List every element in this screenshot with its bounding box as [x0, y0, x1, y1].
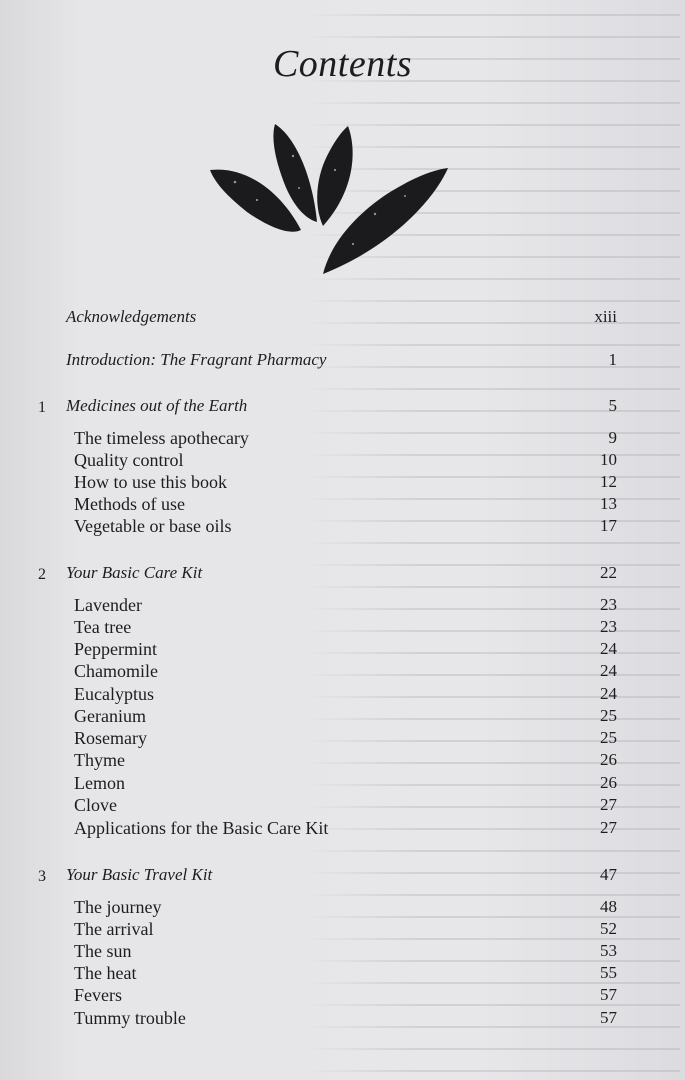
chapter-number: 3 — [38, 868, 46, 885]
toc-entry[interactable] — [0, 941, 685, 965]
toc-page: 25 — [600, 728, 617, 747]
toc-label: Tea tree — [74, 617, 132, 637]
toc-entry[interactable] — [0, 773, 685, 797]
toc-page: 55 — [600, 963, 617, 982]
toc-page: 10 — [600, 450, 617, 469]
toc-label: Rosemary — [74, 728, 147, 748]
toc-page: 12 — [600, 472, 617, 491]
toc-entry[interactable] — [0, 1008, 685, 1032]
toc-entry-introduction[interactable] — [0, 350, 685, 374]
toc-page: 5 — [608, 396, 617, 415]
toc-label: Lavender — [74, 595, 142, 615]
toc-entry[interactable] — [0, 897, 685, 921]
toc-label: The heat — [74, 963, 137, 983]
toc-label: How to use this book — [74, 472, 227, 492]
toc-label: Medicines out of the Earth — [66, 396, 248, 415]
leaf-ornament-icon — [205, 118, 455, 278]
toc-chapter-3[interactable] — [0, 865, 685, 889]
toc-label: Methods of use — [74, 494, 185, 514]
chapter-number: 2 — [38, 566, 46, 583]
toc-label: Acknowledgements — [66, 307, 197, 326]
toc-page: 1 — [608, 350, 617, 369]
toc-label: Your Basic Care Kit — [66, 563, 203, 582]
toc-label: Introduction: The Fragrant Pharmacy — [66, 350, 327, 369]
toc-entry[interactable] — [0, 795, 685, 819]
toc-entry[interactable] — [0, 494, 685, 518]
toc-entry[interactable] — [0, 919, 685, 943]
toc-label: Tummy trouble — [74, 1008, 186, 1028]
toc-page: 17 — [600, 516, 617, 535]
toc-page: 57 — [600, 985, 617, 1004]
page-title: Contents — [272, 43, 413, 85]
toc-label: Thyme — [74, 750, 125, 770]
toc-page: 48 — [600, 897, 617, 916]
toc-page: 26 — [600, 750, 617, 769]
toc-label: Geranium — [74, 706, 146, 726]
toc-entry[interactable] — [0, 750, 685, 774]
toc-entry[interactable] — [0, 428, 685, 452]
toc-label: The timeless apothecary — [74, 428, 249, 448]
toc-page: 27 — [600, 795, 617, 814]
toc-page: 24 — [600, 639, 617, 658]
toc-entry[interactable] — [0, 516, 685, 540]
toc-page: 13 — [600, 494, 617, 513]
toc-entry[interactable] — [0, 617, 685, 641]
toc-page: 57 — [600, 1008, 617, 1027]
toc-page: 53 — [600, 941, 617, 960]
toc-label: The journey — [74, 897, 162, 917]
toc-entry[interactable] — [0, 595, 685, 619]
toc-page: 26 — [600, 773, 617, 792]
toc-chapter-2[interactable] — [0, 563, 685, 587]
toc-page: 24 — [600, 661, 617, 680]
toc-page: 52 — [600, 919, 617, 938]
toc-label: Applications for the Basic Care Kit — [74, 818, 329, 838]
toc-label: Peppermint — [74, 639, 157, 659]
toc-page: 27 — [600, 818, 617, 837]
toc-entry[interactable] — [0, 706, 685, 730]
toc-page: 24 — [600, 684, 617, 703]
toc-label: Quality control — [74, 450, 184, 470]
toc-entry-acknowledgements[interactable] — [0, 307, 685, 331]
toc-page: 25 — [600, 706, 617, 725]
toc-page: 9 — [608, 428, 617, 447]
toc-entry[interactable] — [0, 818, 685, 842]
toc-entry[interactable] — [0, 639, 685, 663]
toc-page: 47 — [600, 865, 617, 884]
toc-page: xiii — [594, 307, 617, 326]
toc-entry[interactable] — [0, 472, 685, 496]
toc-label: The arrival — [74, 919, 154, 939]
toc-label: Clove — [74, 795, 117, 815]
toc-label: The sun — [74, 941, 132, 961]
toc-label: Fevers — [74, 985, 122, 1005]
toc-label: Vegetable or base oils — [74, 516, 232, 536]
toc-label: Your Basic Travel Kit — [66, 865, 213, 884]
toc-entry[interactable] — [0, 963, 685, 987]
toc-entry[interactable] — [0, 661, 685, 685]
toc-entry[interactable] — [0, 728, 685, 752]
chapter-number: 1 — [38, 399, 46, 416]
toc-entry[interactable] — [0, 450, 685, 474]
toc-label: Chamomile — [74, 661, 158, 681]
toc-chapter-1[interactable] — [0, 396, 685, 420]
toc-page: 23 — [600, 595, 617, 614]
toc-label: Lemon — [74, 773, 125, 793]
toc-entry[interactable] — [0, 684, 685, 708]
toc-label: Eucalyptus — [74, 684, 154, 704]
toc-page: 23 — [600, 617, 617, 636]
toc-page: 22 — [600, 563, 617, 582]
toc-entry[interactable] — [0, 985, 685, 1009]
